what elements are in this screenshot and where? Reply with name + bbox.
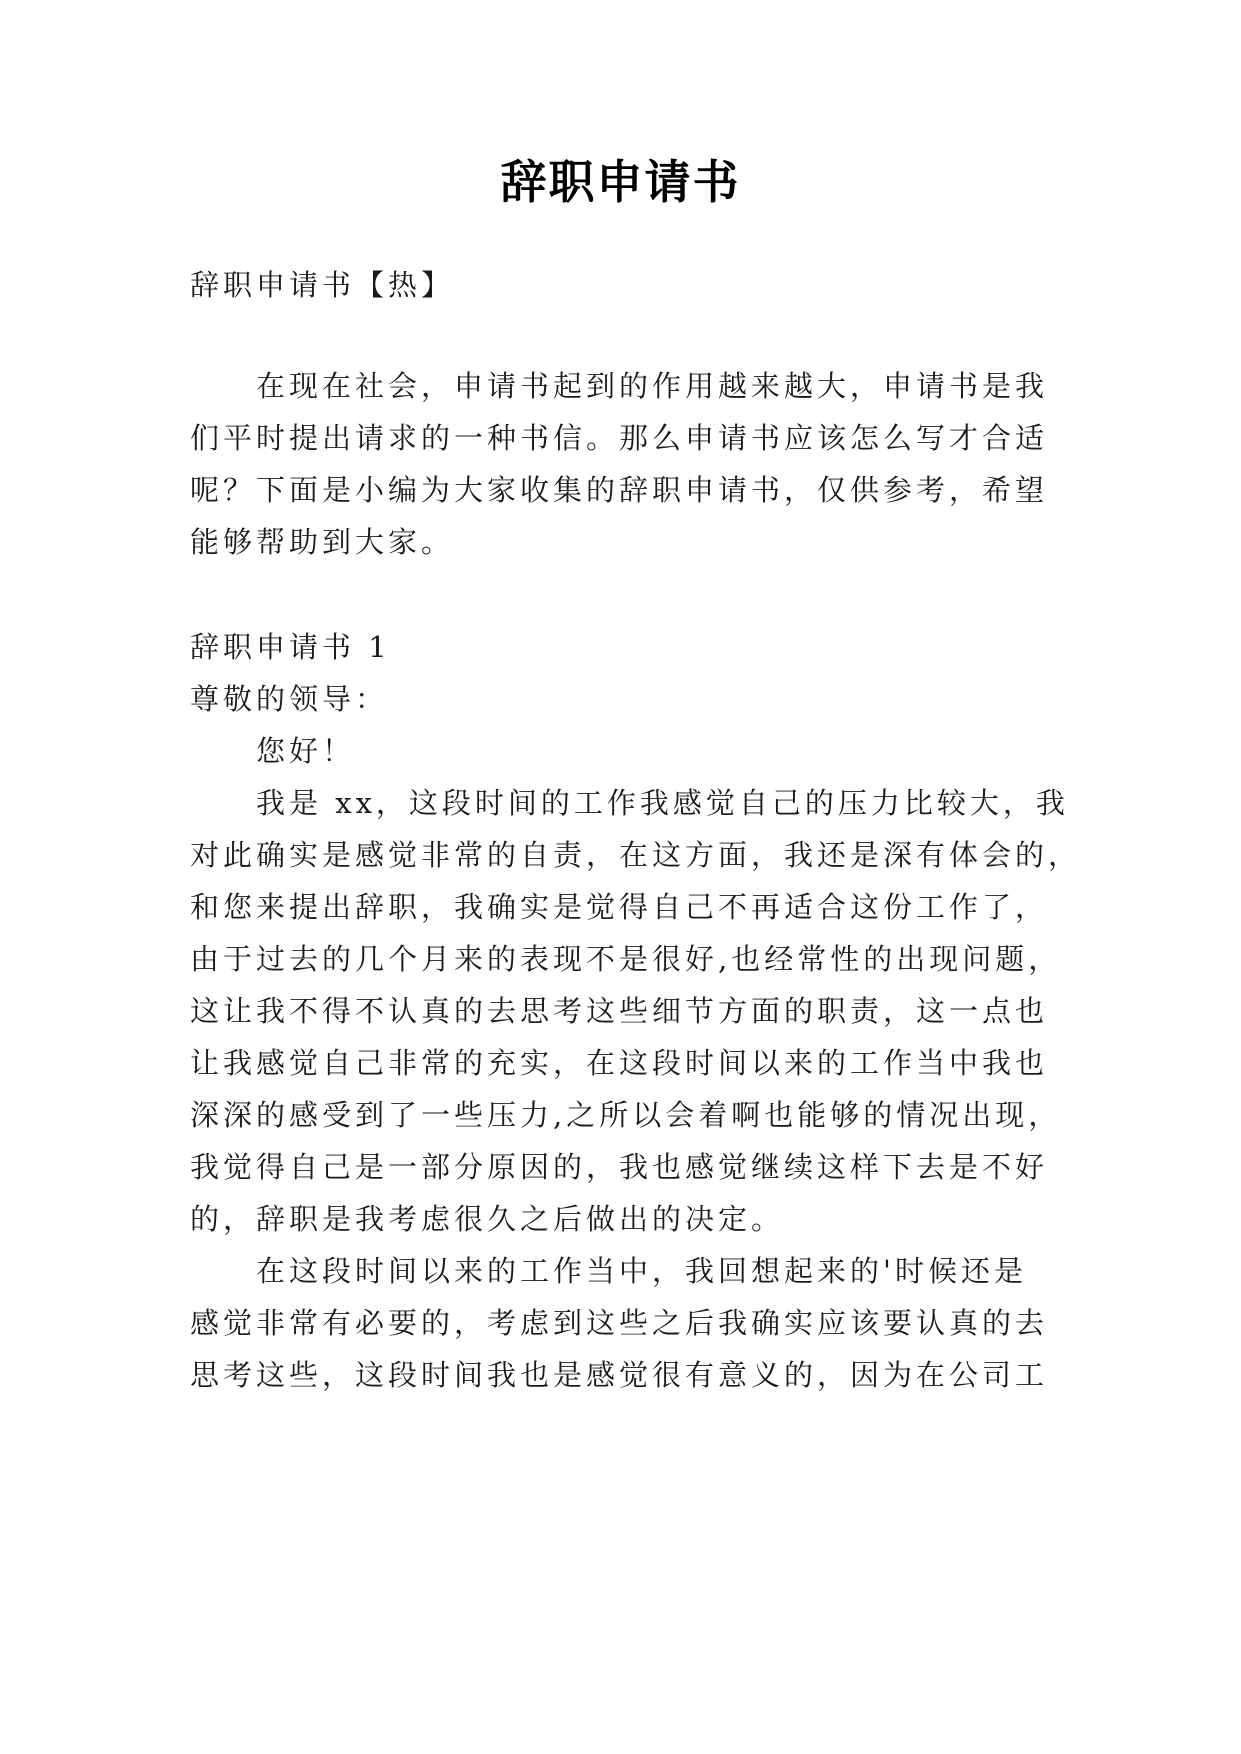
paragraph-line: 的，辞职是我考虑很久之后做出的决定。 <box>190 1202 785 1236</box>
section-heading: 辞职申请书 1 <box>190 630 391 664</box>
paragraph-line: 对此确实是感觉非常的自责，在这方面，我还是深有体会的， <box>190 838 1082 872</box>
paragraph-line: 由于过去的几个月来的表现不是很好,也经常性的出现问题， <box>190 942 1062 976</box>
intro-line: 能够帮助到大家。 <box>190 525 455 559</box>
paragraph-line: 深深的感受到了一些压力,之所以会着啊也能够的情况出现， <box>190 1098 1062 1132</box>
intro-line: 在现在社会，申请书起到的作用越来越大，申请书是我 <box>256 369 1049 403</box>
paragraph-line: 我觉得自己是一部分原因的，我也感觉继续这样下去是不好 <box>190 1150 1049 1184</box>
paragraph-line: 我是 xx，这段时间的工作我感觉自己的压力比较大，我 <box>256 786 1069 820</box>
paragraph-line: 在这段时间以来的工作当中，我回想起来的'时候还是 <box>256 1254 1027 1288</box>
paragraph-line: 感觉非常有必要的，考虑到这些之后我确实应该要认真的去 <box>190 1306 1049 1340</box>
paragraph-line: 这让我不得不认真的去思考这些细节方面的职责，这一点也 <box>190 994 1049 1028</box>
paragraph-line: 思考这些，这段时间我也是感觉很有意义的，因为在公司工 <box>190 1358 1049 1392</box>
paragraph-line: 和您来提出辞职，我确实是觉得自己不再适合这份工作了， <box>190 890 1049 924</box>
paragraph-line: 让我感觉自己非常的充实，在这段时间以来的工作当中我也 <box>190 1046 1049 1080</box>
intro-line: 们平时提出请求的一种书信。那么申请书应该怎么写才合适 <box>190 421 1049 455</box>
greeting: 您好！ <box>256 734 356 768</box>
document-subtitle: 辞职申请书【热】 <box>190 268 455 302</box>
intro-line: 呢？下面是小编为大家收集的辞职申请书，仅供参考，希望 <box>190 473 1049 507</box>
document-title: 辞职申请书 <box>500 155 741 209</box>
salutation: 尊敬的领导： <box>190 682 389 716</box>
